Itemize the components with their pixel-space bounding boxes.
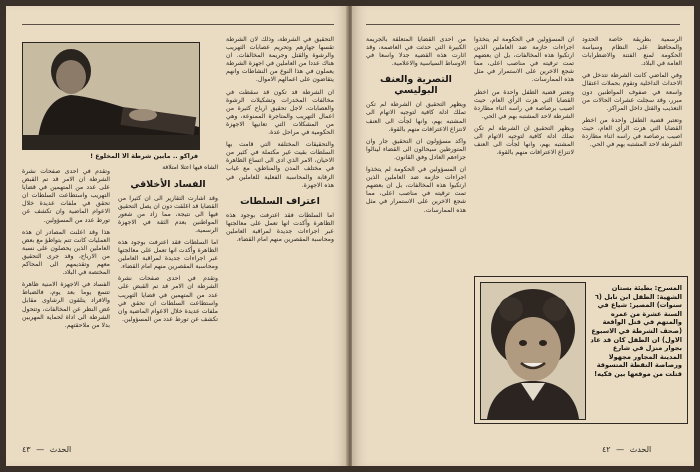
paragraph: ويظهر التحقيق ان الشرطة لم تكن تملك ادلة كافية لتوجيه الاتهام الى المشتبه بهم، وانها لجأت الى العنف لانتزاع الاعترافات منهم بالقوة. [474, 124, 574, 157]
paragraph: الرسمية بطريقة خاصة الحدود والمحافظ على النظام وسياسة الحكومة لمنع الفتنة والاضطرابات العامة في البلاد. [582, 36, 682, 68]
paragraph: ان المسؤولين في الحكومة لم يتخذوا اجراءات حازمة ضد العاملين الذين ارتكبوا هذه المخالفات، بل ان بعضهم تمت ترقيته في مناصب اعلى، مما شجع الاخرين على الاستمرار في مثل هذه الممارسات. [474, 36, 574, 84]
paragraph: هذا وقد اعلنت المصادر ان هذه العمليات كانت تتم بتواطؤ مع بعض العاملين الذين يحصلون على نسبة من الارباح، وقد جرى التحقيق معهم وتقديمهم الى المحاكم المختصة في البلاد. [22, 228, 110, 277]
man-portrait-illustration [23, 43, 199, 149]
child-portrait-illustration [481, 283, 585, 419]
right-page [352, 6, 694, 466]
paragraph: وتقدم في احدى صفحات نشرة الشرطة ان الامر قد تم القبض على عدد من المتهمين في قضايا التهريب واستطاعت السلطات ان تحقق في ملفات عديدة خلال الاعوام الماضية وان تكشف عن تورط عدد من المسؤولين. [22, 168, 110, 224]
paragraph: التحقيق في الشرطة، وذلك لان الشرطة تقسها جهازهم وتحريم عصابات التهريب والرشوة والقتل وجريمة المخالفات. ان هناك عددا من العاملين في اجهزة الشرطة يعملون في هذا النوع من النشاطات وانهم يتقاضون على اعمالهم الاموال. [226, 36, 334, 84]
right-page-column-3 [366, 36, 466, 426]
left-page [6, 6, 348, 466]
page-number: ٤٣ [22, 445, 31, 454]
paragraph: وتقدم في احدى صفحات نشرة الشرطة ان الامر قد تم القبض على عدد من المتهمين في قضايا التهريب واستطاعت السلطات ان تحقق في ملفات عديدة خلال الاعوام الماضية وان تكشف عن تورط عدد من المسؤولين. [118, 275, 218, 323]
section-heading-police-violence: التصرية والعنف البوليسي [380, 74, 452, 97]
page-footer: الحدث — ٤٢ [602, 445, 652, 454]
paragraph: وتعتبر قضية الطفل واحدة من اخطر القضايا التي هزت الرأي العام، حيث اصيب برصاصة في راسه اثناء مطاردة الشرطة لاحد المشتبه بهم في الحي. [474, 88, 574, 120]
magazine-name: الحدث [629, 445, 652, 454]
paragraph: ويظهر التحقيق ان الشرطة لم تكن تملك ادلة كافية لتوجيه الاتهام الى المشتبه بهم، وانها لجأت الى العنف لانتزاع الاعترافات منهم بالقوة. [366, 101, 466, 133]
paragraph: وقد اشارت التقارير الى ان كثيرا من القضايا قد اغلقت دون ان يصل التحقيق فيها الى نتيجة، مما زاد من شعور المواطنين بعدم الثقة في الاجهزة الرسمية. [118, 194, 218, 234]
paragraph: اما السلطات فقد اعترفت بوجود هذه الظاهرة وأكدت انها تعمل على معالجتها عبر اجراءات جديدة لمراقبة العاملين ومحاسبة المقصرين منهم امام القضاء. [226, 211, 334, 243]
right-page-column-1 [582, 36, 682, 270]
photo-sub-caption: الشاه فيها اعتلا امتلافة [162, 164, 218, 171]
page-footer: الحدث — ٤٣ [22, 445, 72, 454]
child-photo-caption: المسرح: بطيئة بستان الشهية: الطفل ابن نابل (٦ سنوات) المصير: شياع في السنة عشرة من عمره والمتهم في قتل الواقعة (صحف الشرطة في الاسبوع الاول) ان الطفل كان قد عاد بجوار منزل في شارع المدينة المجاور مجهولا ورصاصة النقطة المتسوقة قتلت من موقعها بين فكيه! [590, 284, 682, 378]
magazine-spread [6, 6, 694, 466]
page-number: ٤٢ [602, 445, 611, 454]
paragraph: الفساد في الاجهزة الامنية ظاهرة تتسع يوما بعد يوم، فالضباط والافراد يتلقون الرشاوى مقابل غض النظر عن المخالفات، وتتحول الشرطة الى اداة لحماية المهربين بدلا من ملاحقتهم. [22, 281, 110, 329]
paragraph: ان الشرطة قد تكون قد سقطت في مخالفات المخدرات وتشكيلات الرشوة والعصابات، لاجل تحقيق ارباح كثيرة من اعمال التهريب والمتاجرة الممنوعة، وهي من المشكلات التي تعانيها الاجهزة الحكومية في مراحل عدة. [226, 88, 334, 137]
paragraph: والتحقيقات المختلفة التي قامت بها السلطات بقيت غير مكتملة في كثير من الاحيان، الامر الذي ادى الى اتساع الظاهرة في مختلف المدن والمناطق، مع غياب الرقابة والمحاسبة الفعلية للعاملين في هذه الاجهزة. [226, 141, 334, 189]
photo-caption: فراكو .. مابين شرطة الا المخلوع ! [90, 152, 198, 160]
paragraph: وتعتبر قضية الطفل واحدة من اخطر القضايا التي هزت الرأي العام، حيث اصيب برصاصة في راسه اثناء مطاردة الشرطة لاحد المشتبه بهم في الحي. [582, 116, 682, 149]
paragraph: وفي الماضي كانت الشرطة تتدخل في الاحداث الداخلية وتقوم بحملات اعتقال واسعة في صفوف المواطنين دون مبرر، وقد سجلت عشرات الحالات من التعذيب والقتل داخل المراكز. [582, 72, 682, 112]
left-page-column-left [22, 168, 110, 426]
left-page-column-right [226, 36, 334, 426]
paragraph: اما السلطات فقد اعترفت بوجود هذه الظاهرة وأكدت انها تعمل على معالجتها عبر اجراءات جديدة لمراقبة العاملين ومحاسبة المقصرين منهم امام القضاء. [118, 238, 218, 271]
child-portrait-photo [480, 282, 586, 420]
section-heading-authorities-admission: اعتراف السلطات [240, 195, 320, 207]
top-rule [366, 24, 680, 25]
paragraph: واكد مسؤولون ان التحقيق جار وان المتورطين سيحالون الى القضاء لينالوا جزاءهم العادل وفق القانون. [366, 137, 466, 161]
left-page-column-middle [118, 164, 218, 426]
right-page-column-2 [474, 36, 574, 270]
man-at-desk-photo [22, 42, 200, 150]
paragraph: من احدى القضايا المتعلقة بالجريمة الكبيرة التي حدثت في العاصمة، وقد اثارت هذه القضية جدلا واسعا في الاوساط السياسية والاعلامية. [366, 36, 466, 68]
paragraph: ان المسؤولين في الحكومة لم يتخذوا اجراءات حازمة ضد العاملين الذين ارتكبوا هذه المخالفات، بل ان بعضهم تمت ترقيته في مناصب اعلى، مما شجع الاخرين على الاستمرار في مثل هذه الممارسات. [366, 166, 466, 214]
top-rule [22, 24, 334, 25]
section-heading-moral-corruption: الفساد الأخلاقي [130, 178, 206, 190]
magazine-name: الحدث [49, 445, 72, 454]
